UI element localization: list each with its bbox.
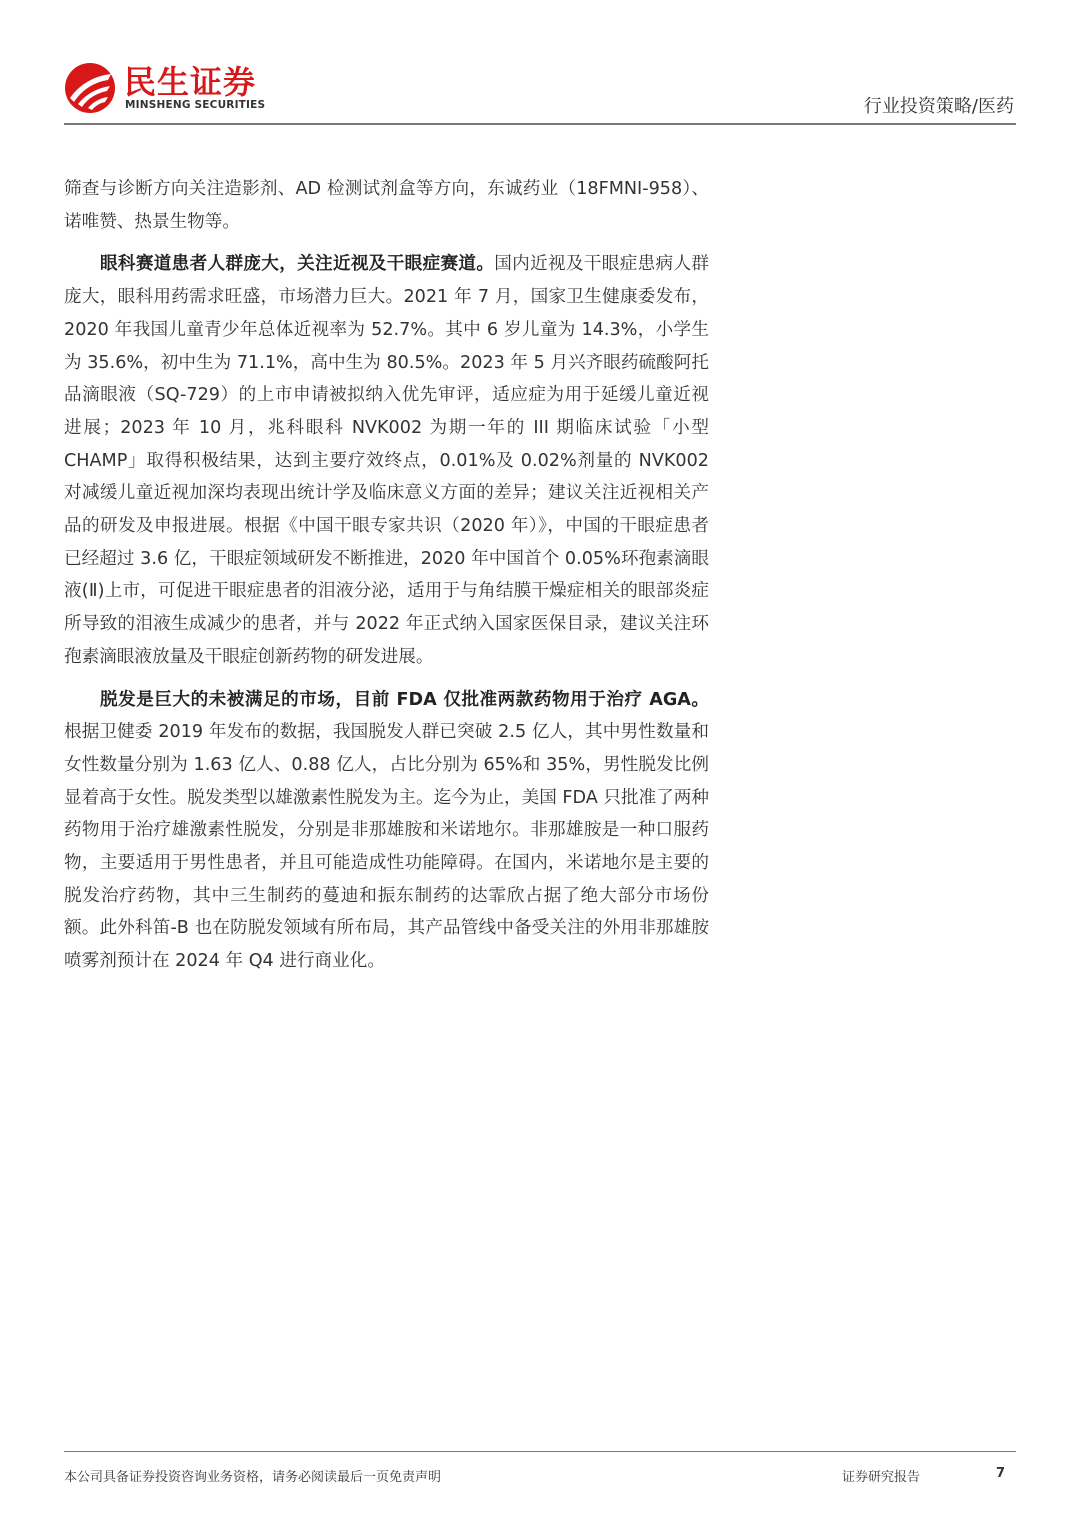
logo-english-name: MINSHENG SECURITIES	[125, 99, 266, 111]
paragraph-text: 国内近视及干眼症患病人群庞大，眼科用药需求旺盛，市场潜力巨大。2021 年 7 月，国家卫生健康委发布，2020 年我国儿童青少年总体近视率为 52.7%。其中 6 岁儿童为 14.3%，小学生为 35.6%，初中生为 71.1%，高中生为 80.5%。2023 年 5 月兴齐眼药硫酸阿托品滴眼液（SQ-729）的上市申请被拟纳入优先审评，适应症为用于延缓儿童近视进展；2023 年 10 月，兆科眼科 NVK002 为期一年的 III 期临床试验「小型 CHAMP」取得积极结果，达到主要疗效终点，0.01%及 0.02%剂量的 NVK002 对减缓儿童近视加深均表现出统计学及临床意义方面的差异；建议关注近视相关产品的研发及申报进展。根据《中国干眼专家共识（2020 年）》，中国的干眼症患者已经超过 3.6 亿，干眼症领域研发不断推进，2020 年中国首个 0.05%环孢素滴眼液(Ⅱ)上市，可促进干眼症患者的泪液分泌，适用于与角结膜干燥症相关的眼部炎症所导致的泪液生成减少的患者，并与 2022 年正式纳入国家医保目录，建议关注环孢素滴眼液放量及干眼症创新药物的研发进展。	[64, 254, 709, 667]
minsheng-logo-icon	[64, 62, 116, 114]
page-header	[0, 0, 1080, 130]
company-logo	[64, 62, 264, 116]
report-category: 行业投资策略/医药	[863, 96, 1014, 117]
header-divider	[64, 123, 1016, 125]
paragraph-lead: 脱发是巨大的未被满足的市场，目前 FDA 仅批准两款药物用于治疗 AGA。	[100, 689, 709, 710]
paragraph-hair-loss	[64, 684, 709, 978]
footer-divider	[64, 1451, 1016, 1452]
page-number: 7	[996, 1466, 1006, 1481]
report-type-label: 证券研究报告	[842, 1470, 921, 1485]
footer-disclaimer: 本公司具备证券投资咨询业务资格，请务必阅读最后一页免责声明	[64, 1470, 442, 1485]
paragraph-text: 根据卫健委 2019 年发布的数据，我国脱发人群已突破 2.5 亿人，其中男性数量和女性数量分别为 1.63 亿人、0.88 亿人，占比分别为 65%和 35%，男性脱发比例显着高于女性。脱发类型以雄激素性脱发为主。迄今为止，美国 FDA 只批准了两种药物用于治疗雄激素性脱发，分别是非那雄胺和米诺地尔。非那雄胺是一种口服药物，主要适用于男性患者，并且可能造成性功能障碍。在国内，米诺地尔是主要的脱发治疗药物，其中三生制药的蔓迪和振东制药的达霏欣占据了绝大部分市场份额。此外科笛-B 也在防脱发领域有所布局，其产品管线中备受关注的外用非那雄胺喷雾剂预计在 2024 年 Q4 进行商业化。	[64, 722, 709, 972]
main-content	[64, 173, 709, 988]
paragraph-lead: 眼科赛道患者人群庞大，关注近视及干眼症赛道。	[100, 254, 495, 275]
paragraph-diagnostics	[64, 173, 709, 238]
logo-chinese-name: 民生证券	[124, 63, 257, 101]
paragraph-ophthalmology	[64, 248, 709, 673]
paragraph-text: 筛查与诊断方向关注造影剂、AD 检测试剂盒等方向，东诚药业（18FMNI-958）、诺唯赞、热景生物等。	[64, 179, 709, 232]
